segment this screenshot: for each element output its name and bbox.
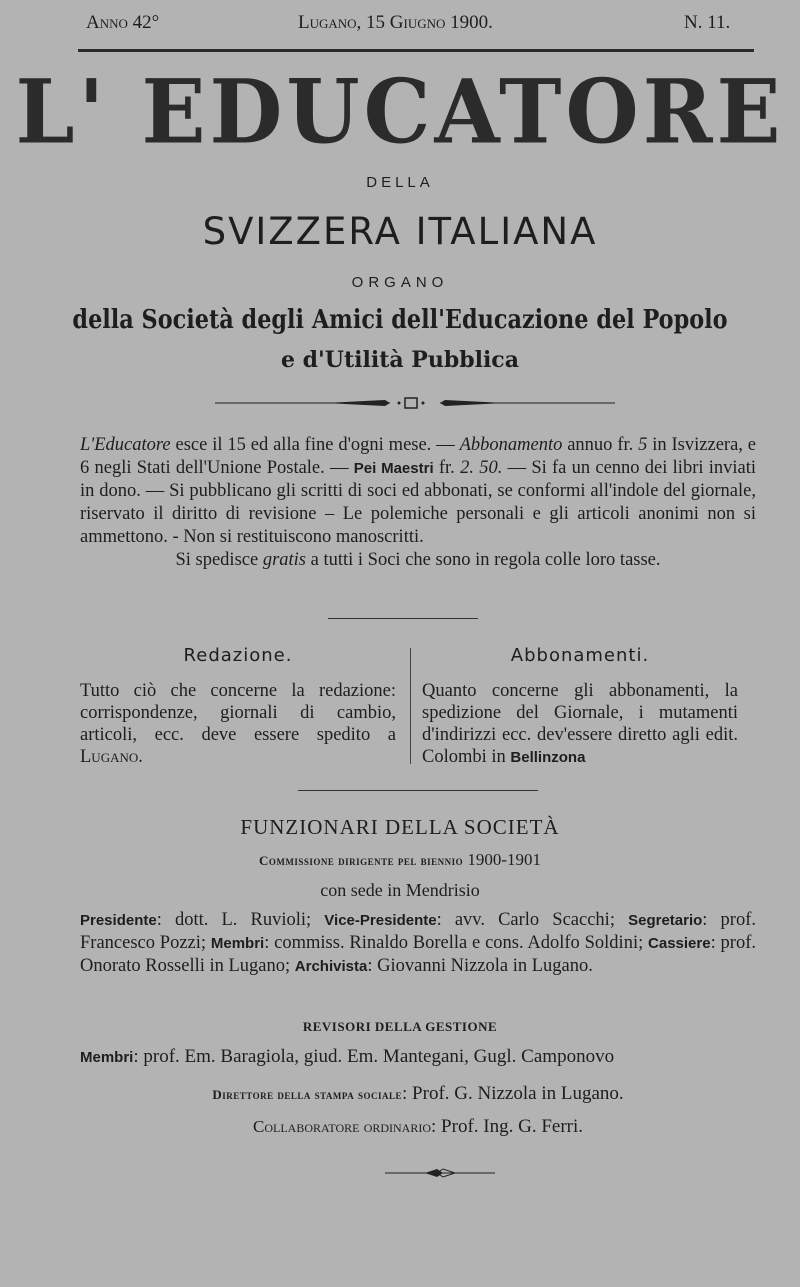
masthead-societa: della Società degli Amici dell'Educazione del Popolo: [72, 305, 728, 335]
presidente-value: : dott. L. Ruvioli;: [156, 910, 325, 930]
masthead-subtitle: SVIZZERA ITALIANA: [202, 210, 598, 253]
masthead-utilita: e d'Utilità Pubblica: [281, 347, 519, 373]
membri-label: Membri: [210, 935, 265, 952]
membri-value: : commiss. Rinaldo Borella e cons. Adolfo Soldini;: [264, 933, 649, 953]
collaboratore-line: [80, 1116, 756, 1138]
intro-s1: Si spedisce: [175, 550, 263, 570]
cassiere-label: Cassiere: [648, 935, 711, 952]
redazione-text: Tutto ciò che concerne la redazione: corrispondenze, giornali di cambio, articoli, ecc. deve essere spedito a: [80, 681, 396, 745]
intro-s2: a tutti i Soci che sono in regola colle loro tasse.: [306, 550, 661, 570]
commissione-biennio: 1900-1901: [467, 850, 542, 869]
section-rule-2: [298, 790, 538, 791]
masthead-della: DELLA: [366, 174, 434, 191]
intro-t1: esce il 15 ed alla fine d'ogni mese. —: [170, 435, 460, 455]
intro-pei-maestri: Pei Maestri: [353, 460, 434, 477]
vice-label: Vice-Presidente: [324, 912, 437, 929]
segretario-value: : prof. Francesco Pozzi;: [80, 910, 756, 953]
intro-abbonamento: Abbonamento: [459, 435, 563, 455]
redazione-heading: Redazione.: [183, 645, 293, 666]
revisori-membri-label: Membri: [80, 1049, 134, 1066]
intro-gratis: gratis: [262, 550, 307, 570]
intro-t4: fr.: [433, 458, 461, 478]
redazione-place: Lugano.: [80, 747, 143, 767]
section-rule-1: [328, 618, 478, 619]
officers-paragraph: [80, 909, 756, 978]
abbonamenti-heading: Abbonamenti.: [510, 645, 650, 666]
abbonamenti-place: Bellinzona: [510, 749, 586, 766]
commissione-label: Commissione dirigente pel biennio: [258, 853, 464, 868]
commissione-line: [0, 850, 800, 870]
revisori-title: REVISORI DELLA GESTIONE: [302, 1019, 498, 1034]
abbonamenti-text: Quanto concerne gli abbonamenti, la spedizione del Giornale, i mutamenti d'indirizzi ecc. dev'essere diretto agli edit. Colombi in: [422, 681, 738, 767]
presidente-label: Presidente: [80, 912, 157, 929]
place-date: Lugano, 15 Giugno 1900.: [298, 12, 493, 33]
revisori-membri-value: : prof. Em. Baragiola, giud. Em. Mantegani, Gugl. Camponovo: [133, 1046, 615, 1067]
collaboratore-label: Collaboratore ordinario: [252, 1117, 432, 1136]
direttore-value: : Prof. G. Nizzola in Lugano.: [402, 1083, 624, 1104]
archivista-label: Archivista: [294, 958, 368, 975]
top-rule: [78, 49, 754, 52]
intro-price1: 5: [638, 435, 648, 455]
abbonamenti-column: [422, 645, 738, 769]
sede-line: con sede in Mendrisio: [320, 880, 480, 900]
intro-paragraph: [80, 434, 756, 572]
intro-educatore: L'Educatore: [80, 435, 171, 455]
collaboratore-value: : Prof. Ing. G. Ferri.: [431, 1116, 584, 1137]
header-line: [0, 6, 800, 40]
segretario-label: Segretario: [628, 912, 703, 929]
masthead-organo: ORGANO: [351, 274, 449, 291]
intro-t5: — Si fa un cenno dei libri inviati in dono. — Si pubblicano gli scritti di soci ed abbonati, se conformi all'indole del giornale, riservato il diritto di revisione – Le polemiche personali e gli articoli anonimi non si ammettono. - Non si restituiscono manoscritti.: [80, 458, 757, 547]
vice-value: : avv. Carlo Scacchi;: [436, 910, 629, 930]
intro-price2: 2. 50.: [460, 458, 503, 478]
masthead-title: L' EDUCATORE: [15, 59, 785, 164]
funzionari-title: FUNZIONARI DELLA SOCIETÀ: [240, 815, 560, 839]
ornament-divider: [215, 396, 615, 410]
column-divider: [410, 648, 411, 764]
intro-t3: in Isvizzera, e 6 negli Stati dell'Unione Postale. —: [80, 435, 756, 478]
cassiere-value: : prof. Onorato Rosselli in Lugano;: [80, 933, 756, 976]
revisori-line: [80, 1046, 756, 1068]
direttore-label: Direttore della stampa sociale: [212, 1087, 403, 1102]
issue-number: N. 11.: [684, 12, 731, 33]
intro-t2: annuo fr.: [562, 435, 639, 455]
redazione-column: [80, 645, 396, 768]
volume-year: Anno 42°: [86, 12, 160, 33]
archivista-value: : Giovanni Nizzola in Lugano.: [367, 956, 593, 976]
bottom-ornament: [385, 1166, 495, 1180]
direttore-line: [80, 1083, 756, 1105]
